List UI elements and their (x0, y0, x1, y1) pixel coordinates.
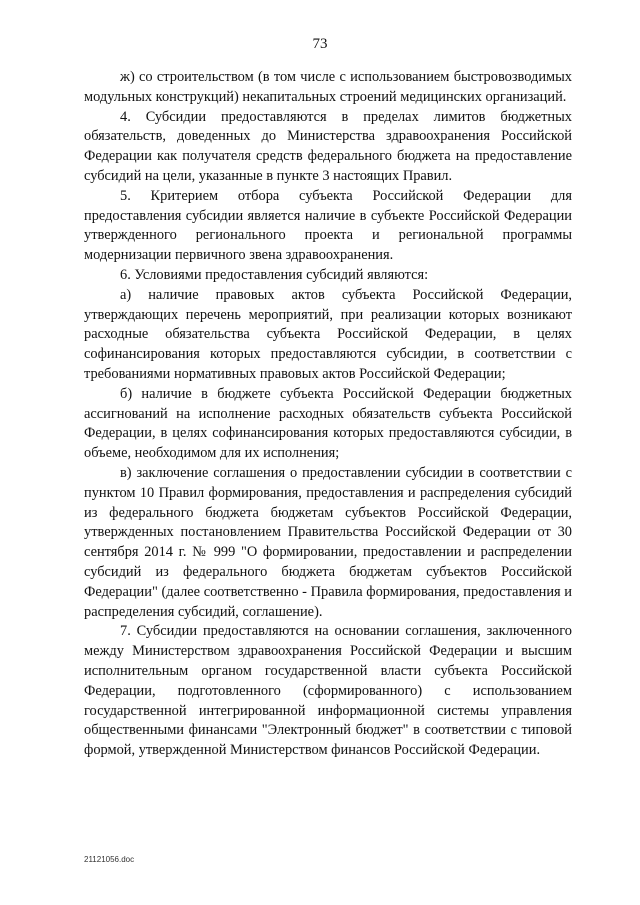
paragraph-6: 6. Условиями предоставления субсидий являются: (120, 266, 429, 283)
paragraph-6a: а) наличие правовых актов субъекта Российской Федерации, утверждающих перечень мероприятий, при реализации которых возникают расходные обязательства субъекта Российской Федерации, в целях софинансирования которых предоставляются субсидии, в соответствии с требованиями нормативных правовых актов Российской Федерации; (84, 286, 572, 382)
paragraph-6v: в) заключение соглашения о предоставлении субсидии в соответствии с пунктом 10 Правил формирования, предоставления и распределения субсидий из федерального бюджета бюджетам субъектов Российской Федерации, утвержденных постановлением Правительства Российской Федерации от 30 сентября 2014 г. № 999 "О формировании, предоставлении и распределении субсидий из федерального бюджета бюджетам субъектов Российской Федерации" (далее соответственно - Правила формирования, предоставления и распределения субсидий, соглашение). (84, 464, 572, 620)
paragraph-4: 4. Субсидии предоставляются в пределах лимитов бюджетных обязательств, доведенных до Министерства здравоохранения Российской Федерации как получателя средств федерального бюджета на предоставление субсидий на цели, указанные в пункте 3 настоящих Правил. (84, 108, 572, 184)
document-filename: 21121056.doc (84, 855, 135, 864)
paragraph-7: 7. Субсидии предоставляются на основании соглашения, заключенного между Министерством здравоохранения Российской Федерации и высшим исполнительным органом государственной власти субъекта Российской Федерации, подготовленного (сформированного) с использованием государственной интегрированной информационной системы управления общественными финансами "Электронный бюджет" в соответствии с типовой формой, утвержденной Министерством финансов Российской Федерации. (84, 623, 572, 759)
paragraph-5: 5. Критерием отбора субъекта Российской Федерации для предоставления субсидии является наличие в субъекте Российской Федерации утвержденного регионального проекта и региональной программы модернизации первичного звена здравоохранения. (84, 187, 572, 264)
page-number: 73 (312, 36, 328, 52)
paragraph-6b: б) наличие в бюджете субъекта Российской Федерации бюджетных ассигнований на исполнение расходных обязательств субъекта Российской Федерации, в целях софинансирования которых предоставляются субсидии, в объеме, необходимом для их исполнения; (84, 385, 572, 462)
document-body (84, 68, 572, 761)
paragraph-zh: ж) со строительством (в том числе с использованием быстровозводимых модульных конструкций) некапитальных строений медицинских организаций. (84, 69, 572, 105)
